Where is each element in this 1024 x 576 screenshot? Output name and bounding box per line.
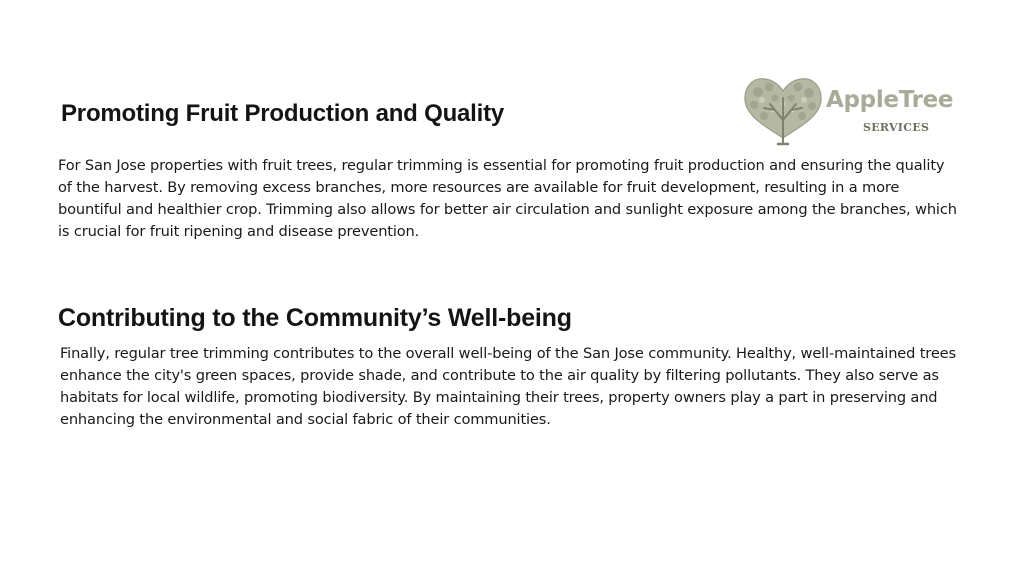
section-heading-fruit-production: Promoting Fruit Production and Quality [61,100,505,127]
logo-subtitle-text: SERVICES [863,121,930,134]
section-paragraph-community: Finally, regular tree trimming contributes to the overall well-being of the San Jose community. Healthy, well-maintained trees enhance the city's green spaces, provide shade, and contribute to the air quality by filtering pollutants. They also serve as habitats for local wildlife, promoting biodiversity. By maintaining their trees, property owners play a part in preserving and enhancing the environmental and social fabric of their communities. [60,345,956,428]
company-logo [742,74,972,148]
section-heading-community: Contributing to the Community’s Well-being [58,304,572,332]
tree-icon [742,74,824,146]
logo-name-text: AppleTree [826,87,954,113]
section-paragraph-fruit-production: For San Jose properties with fruit trees, regular trimming is essential for promoting fruit production and ensuring the quality of the harvest. By removing excess branches, more resources are available for fruit development, resulting in a more bountiful and healthier crop. Trimming also allows for better air circulation and sunlight exposure among the branches, which is crucial for fruit ripening and disease prevention. [58,157,957,240]
